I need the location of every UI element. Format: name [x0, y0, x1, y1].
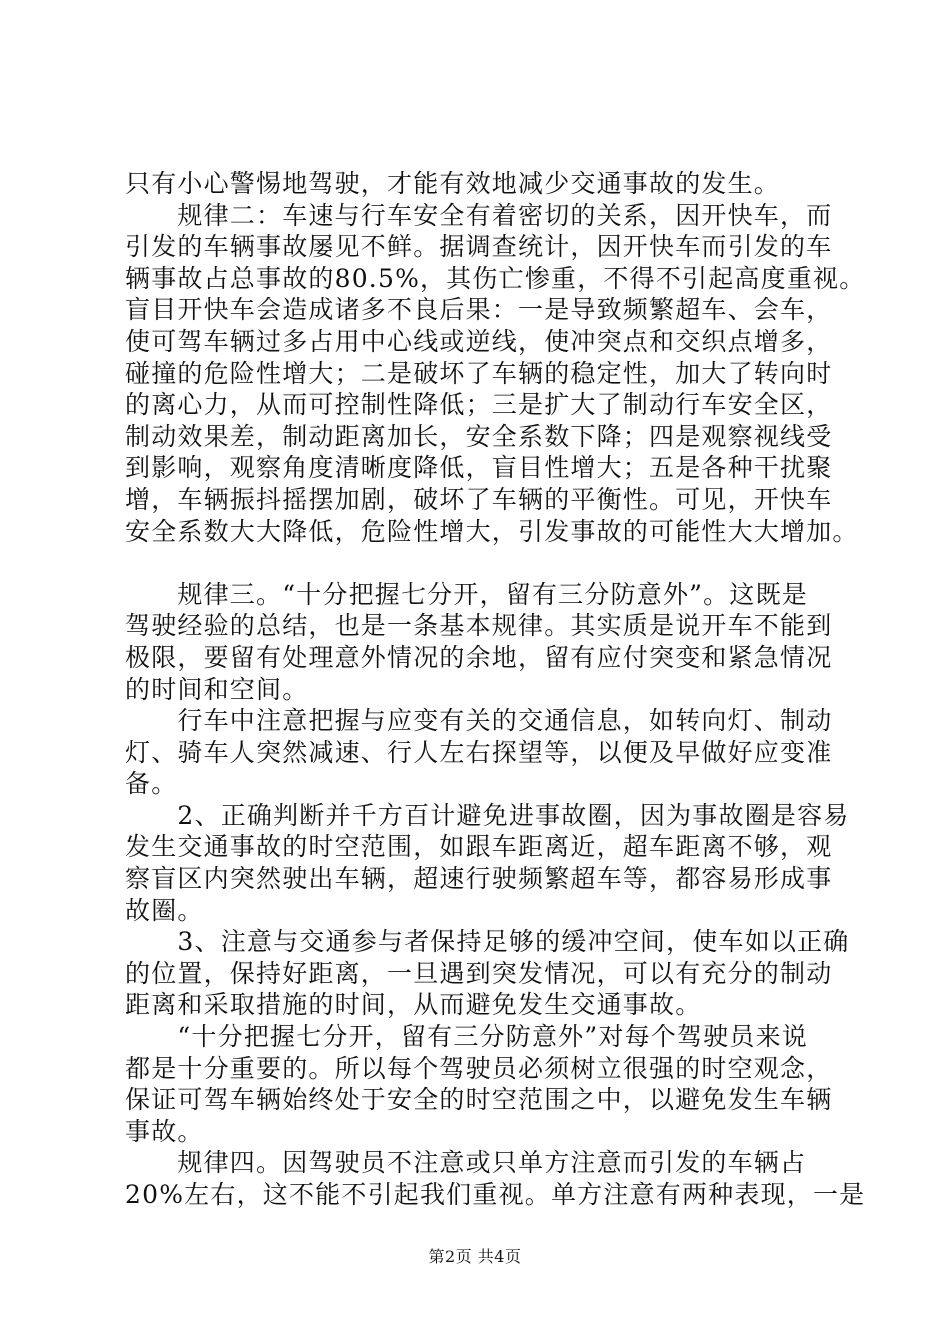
text-line: 使可驾车辆过多占用中心线或逆线，使冲突点和交织点增多，	[125, 326, 833, 356]
text-line: 行车中注意把握与应变有关的交通信息，如转向灯、制动	[125, 706, 833, 736]
text-line: 制动效果差，制动距离加长，安全系数下降；四是观察视线受	[125, 421, 833, 451]
text-line: 灯、骑车人突然减速、行人左右探望等，以便及早做好应变准	[125, 737, 833, 767]
text-line: 都是十分重要的。所以每个驾驶员必须树立很强的时空观念，	[125, 1053, 833, 1083]
text-line: 的时间和空间。	[125, 674, 309, 704]
text-line: 驾驶经验的总结，也是一条基本规律。其实质是说开车不能到	[125, 611, 833, 641]
paragraph-gap	[125, 547, 860, 579]
text-line: 规律二：车速与行车安全有着密切的关系，因开快车，而	[125, 200, 833, 230]
body-text	[125, 168, 866, 1211]
page-number: 第2页 共4页	[428, 1247, 522, 1266]
text-line: 20%左右，这不能不引起我们重视。单方注意有两种表现，一是	[125, 1180, 866, 1209]
text-line: 引发的车辆事故屡见不鲜。据调查统计，因开快车而引发的车	[125, 232, 833, 262]
text-line: 发生交通事故的时空范围，如跟车距离近，超车距离不够，观	[125, 832, 833, 862]
text-line: 保证可驾车辆始终处于安全的时空范围之中，以避免发生车辆	[125, 1085, 833, 1115]
text-line: 的位置，保持好距离，一旦遇到突发情况，可以有充分的制动	[125, 958, 833, 988]
text-line: 碰撞的危险性增大；二是破坏了车辆的稳定性，加大了转向时	[125, 358, 833, 388]
text-line: 规律三。“十分把握七分开，留有三分防意外”。这既是	[125, 579, 808, 609]
text-line: 距离和采取措施的时间，从而避免发生交通事故。	[125, 990, 702, 1020]
text-line: 安全系数大大降低，危险性增大，引发事故的可能性大大增加。	[125, 516, 859, 546]
text-line: 3、注意与交通参与者保持足够的缓冲空间，使车如以正确	[125, 927, 850, 957]
text-line: 察盲区内突然驶出车辆，超速行驶频繁超车等，都容易形成事	[125, 864, 833, 894]
text-line: 极限，要留有处理意外情况的余地，留有应付突变和紧急情况	[125, 642, 833, 672]
text-line: 故圈。	[125, 895, 204, 925]
text-line: 备。	[125, 769, 178, 799]
text-line: “十分把握七分开，留有三分防意外”对每个驾驶员来说	[125, 1022, 808, 1052]
text-line: 事故。	[125, 1116, 204, 1146]
text-line: 到影响，观察角度清晰度降低，盲目性增大；五是各种干扰聚	[125, 453, 833, 483]
text-line: 盲目开快车会造成诸多不良后果：一是导致频繁超车、会车，	[125, 295, 833, 325]
text-line: 的离心力，从而可控制性降低；三是扩大了制动行车安全区，	[125, 390, 833, 420]
text-line: 增，车辆振抖摇摆加剧，破坏了车辆的平衡性。可见，开快车	[125, 484, 833, 514]
text-line: 只有小心警惕地驾驶，才能有效地减少交通事故的发生。	[125, 169, 781, 198]
page-footer	[0, 1247, 950, 1267]
text-line: 规律四。因驾驶员不注意或只单方注意而引发的车辆占	[125, 1148, 807, 1178]
text-line: 2、正确判断并千方百计避免进事故圈，因为事故圈是容易	[125, 800, 850, 830]
text-line: 辆事故占总事故的80.5%，其伤亡惨重，不得不引起高度重视。	[125, 263, 866, 293]
